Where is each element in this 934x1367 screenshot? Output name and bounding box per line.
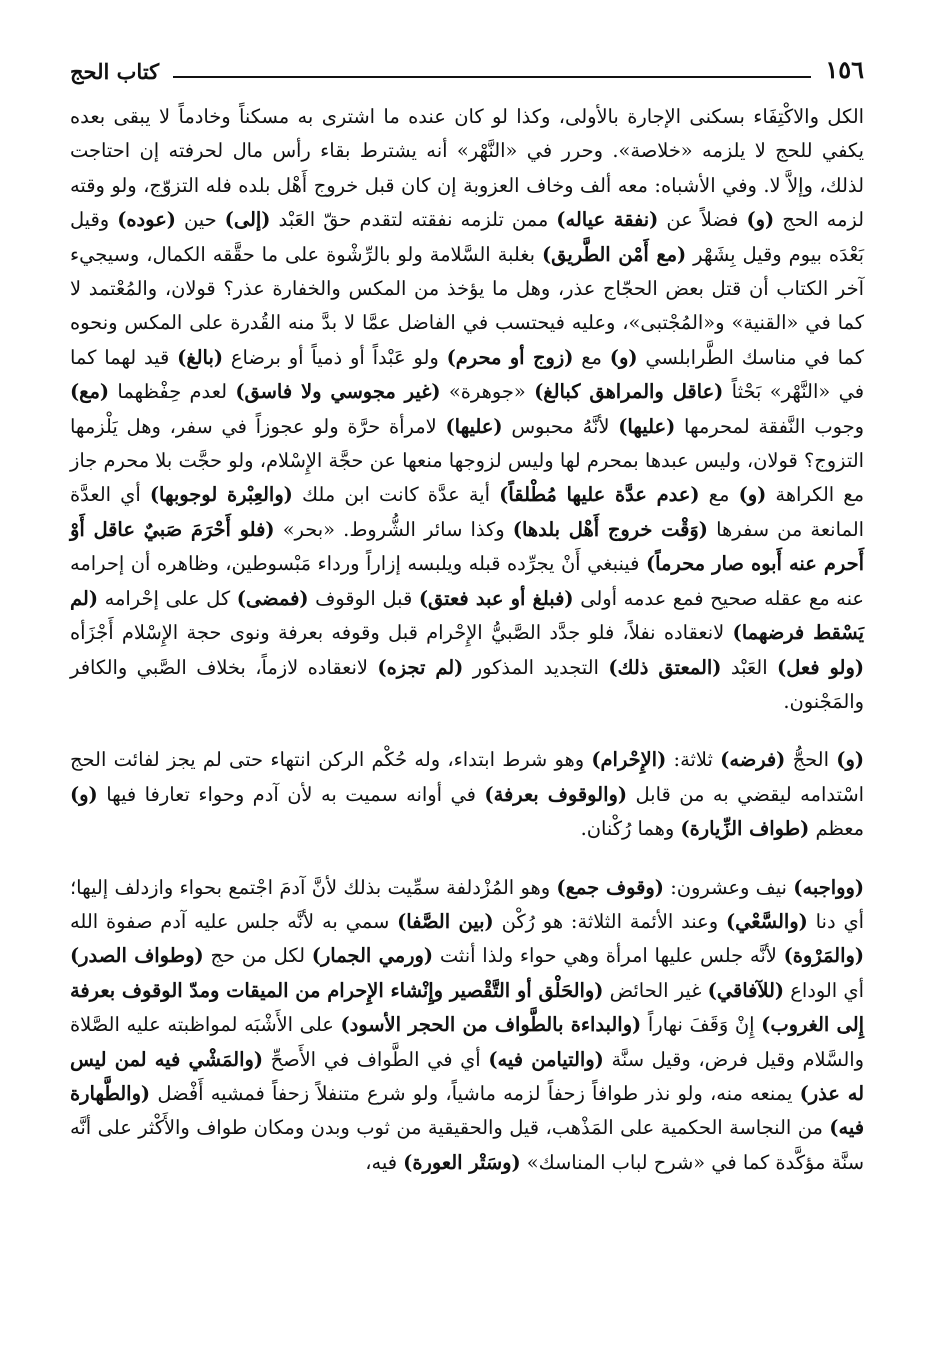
bold-phrase: (عدم عدَّة عليها مُطْلقاً)	[499, 483, 700, 507]
bold-phrase: (فلو أَحْرَمَ صَبيٌ عاقل أَوْ أَحرم عنه أَبوه صار محرماً)	[70, 517, 864, 576]
paragraph-1: الكل والاكْتِفَاء بسكنى الإجارة بالأولى، وكذا لو كان عنده ما اشترى به مسكناً وخادماً لا يبقى بعده يكفي للحج لا يلزمه «خلاصة». وحرر في «النَّهْر» أنه يشترط بقاء رأس مال لحرفته إن احتاجت لذلك، وإلاَّ لا. وفي الأشباه: معه ألف وخاف العزوبة إن كان قبل خروج أَهْل بلده فله التزوّج، ولو وقته لزمه الحج (و) فضلاً عن (نفقة عياله) ممن تلزمه نفقته لتقدم حقّ العَبْد (إلى) حين (عوده) وقيل بَعْدَه بيوم وقيل بِشَهْر (مع أَمْن الطَّريق) بغلبة السَّلامة ولو بالرِّشْوة على ما حقَّقه الكمال، وسيجيء آخر الكتاب أن قتل بعض الحجّاج عذر، وهل ما يؤخذ من المكس والخفارة عذر؟ قولان، والمُعْتمد لا كما في «القنية» و«المُجْتبى»، وعليه فيحتسب في الفاضل عمَّا لا بدَّ منه القُدرة على المكس ونحوه كما في مناسك الطَّرابلسي (و) مع (زوج أو محرم) ولو عَبْداً أو ذمياً أو برضاع (بالغ) قيد لهما كما في «النَّهْر» بَحْثاً (عاقل والمراهق كبالغ) «جوهرة» (غير مجوسي ولا فاسق) لعدم حِفْظهما (مع) وجوب النَّفقة لمحرمها (عليها) لأنَّهُ محبوس (عليها) لامرأة حرَّة ولو عجوزاً في سفر، وهل يَلْزمها التزوج؟ قولان، وليس عبدها بمحرم لها وليس لزوجها منعها عن حجَّة الإِسْلام، ولو حجَّت بلا محرم جاز مع الكراهة (و) مع (عدم عدَّة عليها مُطْلقاً) أية عدَّة كانت ابن ملك (والعِبْرة لوجوبها) أي العدَّة المانعة من سفرها (وَقْت خروج أَهْل بلدها) وكذا سائر الشُّروط. «بحر» (فلو أَحْرَمَ صَبيٌ عاقل أَوْ أَحرم عنه أَبوه صار محرماً) فينبغي أَنْ يجرِّده قبله ويلبسه إزاراً ورداء مَبْسوطين، وظاهره أن إحرامه عنه مع عقله صحيح فمع عدمه أولى (فبلغ أو عبد فعتق) قبل الوقوف (فمضى) كل على إحْرامه (لم يَسْقط فرضهما) لانعقاده نفلاً، فلو جدَّد الصَّبيُّ الإِحْرام قبل وقوفه بعرفة ونوى حجة الإِسْلام أَجْزَأه (ولو فعل) العَبْد (المعتق ذلك) التجديد المذكور (لم تجزه) لانعقاده لازماً، بخلاف الصَّبي والكافر والمَجْنون.	[70, 105, 865, 713]
bold-phrase: (وقوف جمع)	[556, 875, 664, 899]
bold-phrase: (عوده)	[117, 208, 176, 232]
bold-phrase: (والمَشْي فيه لمن ليس له عذر)	[70, 1047, 864, 1105]
bold-phrase: (للآفاقي)	[707, 978, 785, 1002]
bold-phrase: (فمضى)	[236, 586, 309, 610]
bold-phrase: (والحَلْق أو التَّقْصير وإِنْشاء الإِحرام من الميقات ومدّ الوقوف بعرفة إِلى الغروب)	[70, 978, 864, 1037]
bold-phrase: (وسَتْر العورة)	[403, 1150, 521, 1174]
book-title: كتاب الحج	[70, 59, 160, 84]
bold-phrase: (و)	[609, 345, 638, 369]
bold-phrase: (لم تجزه)	[377, 655, 464, 679]
bold-phrase: (وطواف الصدر)	[70, 944, 204, 968]
bold-phrase: (وواجبه)	[793, 875, 864, 899]
bold-phrase: (و)	[738, 483, 767, 507]
bold-phrase: (والمَرْوة)	[783, 944, 865, 968]
bold-phrase: (فبلغ أو عبد فعتق)	[418, 586, 574, 610]
bold-phrase: (والتيامن فيه)	[488, 1047, 604, 1071]
bold-phrase: (ورمي الجمار)	[311, 944, 434, 968]
bold-phrase: (والوقوف بعرفة)	[484, 782, 628, 806]
bold-phrase: (زوج أو محرم)	[446, 345, 574, 369]
bold-phrase: (نفقة عياله)	[556, 208, 659, 232]
bold-phrase: (مع)	[70, 380, 110, 404]
paragraph-2: (و) الحجُّ (فرضه) ثلاثة: (الإِحْرام) وهو شرط ابتداء، وله حُكْم الركن انتهاء حتى لم يجز لفائت الحج اسْتدامه ليقضي به من قابل (والوقوف بعرفة) في أوانه سميت به لأن آدم وحواء تعارفا فيها (و) معظم (طواف الزِّيارة) وهما رُكْنان.	[70, 748, 864, 841]
bold-phrase: (والبداءة بالطَّواف من الحجر الأسود)	[340, 1013, 642, 1037]
bold-phrase: (و)	[746, 208, 775, 232]
bold-phrase: (وَقْت خروج أَهْل بلدها)	[512, 517, 708, 541]
bold-phrase: (و)	[70, 782, 98, 806]
bold-phrase: (و)	[836, 748, 864, 772]
bold-phrase: (مع أَمْن الطَّريق)	[542, 242, 687, 266]
bold-phrase: (ولو فعل)	[777, 655, 864, 679]
paragraph-3: (وواجبه) نيف وعشرون: (وقوف جمع) وهو المُزْدلفة سمِّيت بذلك لأنَّ آدمَ اجْتمع بحواء وازدلف إليها؛ أي دنا (والسَّعْي) وعند الأئمة الثلاثة: هو رُكْن (بين الصَّفا) سمي به لأنَّه جلس عليه آدم صفوة الله (والمَرْوة) لأنَّه جلس عليها امرأة وهي حواء ولذا أنثت (ورمي الجمار) لكل من حج (وطواف الصدر) أي الوداع (للآفاقي) غير الحائض (والحَلْق أو التَّقْصير وإِنْشاء الإِحرام من الميقات ومدّ الوقوف بعرفة إِلى الغروب) إِنْ وَقَفَ نهاراً (والبداءة بالطَّواف من الحجر الأسود) على الأَشْبَه لمواظبته عليه الصَّلاة والسَّلام وقيل فرض، وقيل سنَّة (والتيامن فيه) أي في الطَّواف في الأَصحِّ (والمَشْي فيه لمن ليس له عذر) يمنعه منه، ولو نذر طوافاً زحفاً لزمه ماشياً، ولو شرع متنفلاً زحفاً فمشيه أَفْضل (والطَّهارة فيه) من النجاسة الحكمية على المَذْهب، قيل والحقيقية من ثوب وبدن ومكان طواف والأَكْثر على أنَّه سنَّة مؤكَّدة كما في «شرح لباب المناسك» (وسَتْر العورة) فيه،	[70, 875, 865, 1174]
bold-phrase: (عاقل والمراهق كبالغ)	[534, 380, 724, 404]
bold-phrase: (غير مجوسي ولا فاسق)	[235, 380, 441, 404]
bold-phrase: (عليها)	[618, 414, 676, 438]
bold-phrase: (بالغ)	[177, 345, 224, 369]
bold-phrase: (والطَّهارة فيه)	[70, 1081, 864, 1140]
bold-phrase: (فرضه)	[720, 748, 786, 772]
bold-phrase: (عليها)	[445, 414, 503, 438]
page-number: ١٥٦	[825, 55, 864, 84]
bold-phrase: (والعِبْرة لوجوبها)	[149, 483, 293, 507]
bold-phrase: (لم يَسْقط فرضهما)	[70, 586, 865, 645]
bold-phrase: (والسَّعْي)	[725, 909, 808, 933]
bold-phrase: (طواف الزِّيارة)	[680, 817, 810, 841]
page-header	[70, 50, 864, 84]
page-body	[70, 100, 864, 1347]
header-rule	[173, 76, 811, 78]
bold-phrase: (المعتق ذلك)	[608, 655, 722, 679]
bold-phrase: (إلى)	[224, 208, 271, 232]
bold-phrase: (بين الصَّفا)	[397, 909, 494, 933]
bold-phrase: (الإِحْرام)	[591, 748, 667, 772]
